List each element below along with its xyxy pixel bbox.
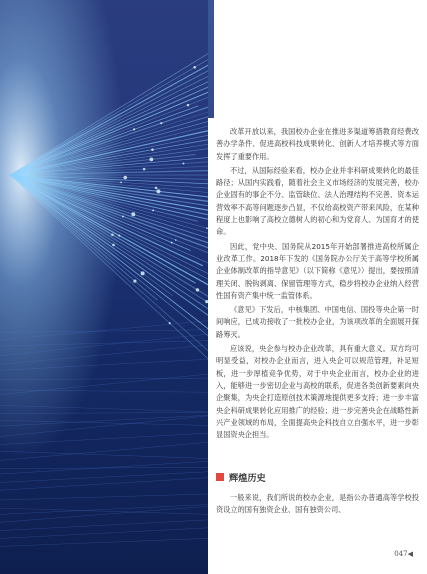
circuit-node <box>123 176 127 180</box>
section-title: 辉煌历史 <box>229 473 266 484</box>
page-number: 047◀ <box>394 550 413 558</box>
circuit-node <box>206 227 208 229</box>
circuit-node <box>155 187 158 190</box>
circuit-node <box>122 216 124 218</box>
section-heading <box>216 470 419 484</box>
paragraph: 应该说，央企参与校办企业改革，具有重大意义。双方均可明显受益，对校办企业而言，进入央企可以规范管理，补足短板，进一步厚植竞争优势，对于中央企业而言，校办企业的进入，能够进一步密切企业与高校的联系，促进各类创新要素向央企聚集，为央企打造原创技术策源地提供更多支持；进一步丰富央企科研成果转化应用推广的经验；进一步完善央企在战略性新兴产业领域的布局，全面提高央企科技自立自强水平，进一步彰显国资央企担当。 <box>216 344 419 440</box>
circuit-node <box>160 122 162 124</box>
circuit-node <box>149 157 153 161</box>
circuit-node <box>171 242 173 244</box>
circuit-node <box>187 104 190 107</box>
circuit-node <box>156 189 160 193</box>
paragraph: 因此，党中央、国务院从2015年开始部署推进高校所属企业改革工作。2018年下发的《国务院办公厅关于高等学校所属企业体制改革的指导意见》（以下简称《意见》）提出，要按照清理关闭、脱钩剥离、保留管理等方式，稳步将校办企业纳入经营性国有资产集中统一监管体系。 <box>216 241 419 300</box>
circuit-node <box>151 148 154 151</box>
circuit-node <box>112 244 115 247</box>
paragraph: 《意见》下发后，中核集团、中国电信、国投等央企第一时间响应，已成功接收了一批校办企业，为该项改革的全面展开探路筹灭。 <box>216 305 419 339</box>
circuit-node <box>143 168 146 171</box>
image-edge-strip <box>208 0 214 118</box>
circuit-node <box>118 235 120 237</box>
circuit-node <box>141 271 145 275</box>
circuit-node <box>196 288 199 291</box>
paragraph: 不过，从国际经验来看，校办企业并非科研成果转化的最佳路径；从国内实践看，随着社会主义市场经济的发展完善，校办企业固有的事企不分、监管缺位、法人治理结构不完善、资本运营效率不高等问题逐步凸显，不仅给高校资产带来风险，在某种程度上也影响了高校立德树人的初心和为党育人、为国育才的使命。 <box>216 165 419 237</box>
circuit-node <box>182 163 184 165</box>
article-body <box>216 126 419 443</box>
section-marker-icon <box>216 473 224 481</box>
circuit-node <box>175 239 177 241</box>
section-body <box>216 492 419 517</box>
circuit-node <box>133 279 136 282</box>
circuit-node <box>111 233 114 236</box>
paragraph: 改革开放以来，我国校办企业在推进多渠道筹措教育经费改善办学条件、促进高校科技成果转化、创新人才培养模式等方面发挥了重要作用。 <box>216 127 419 161</box>
circuit-lines-graphic <box>0 0 208 574</box>
paragraph: 一般来说，我们所说的校办企业，是指公办普通高等学校投资设立的国有独资企业、国有独资公司、 <box>216 493 419 515</box>
circuit-node <box>193 66 196 69</box>
circuit-node <box>120 181 122 183</box>
cover-image-circuit-board <box>0 0 208 574</box>
circuit-node <box>152 209 154 211</box>
circuit-node <box>131 212 135 216</box>
circuit-node <box>133 128 135 130</box>
circuit-node <box>169 322 171 324</box>
